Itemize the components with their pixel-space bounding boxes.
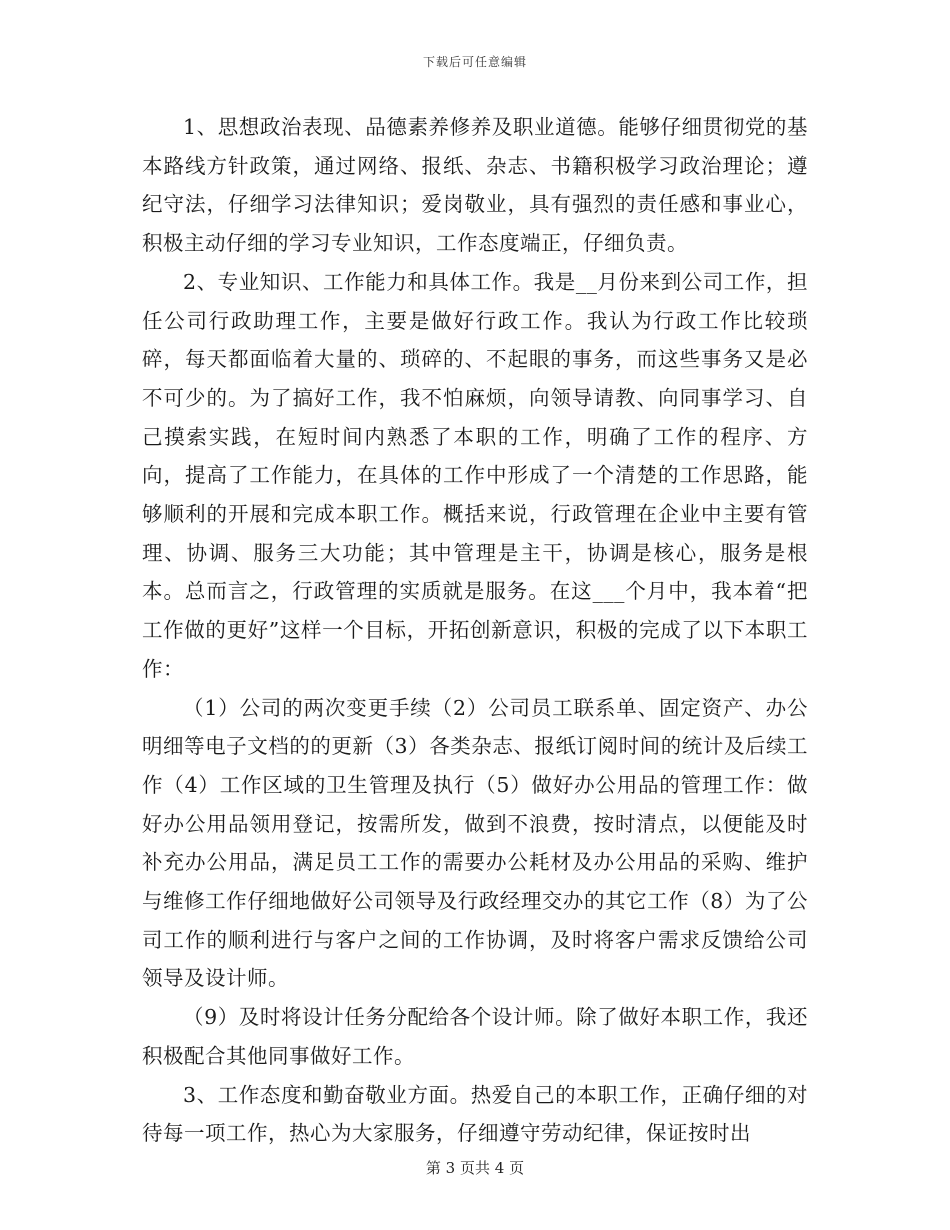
paragraph-task-list: （1）公司的两次变更手续（2）公司员工联系单、固定资产、办公明细等电子文档的的更新（3）各类杂志、报纸订阅时间的统计及后续工作（4）工作区域的卫生管理及执行（5）做好办公用品的管理工作：做好办公用品领用登记，按需所发，做到不浪费，按时清点，以便能及时补充办公用品，满足员工工作的需要办公耗材及办公用品的采购、维护与维修工作仔细地做好公司领导及行政经理交办的其它工作（8）为了公司工作的顺利进行与客户之间的工作协调，及时将客户需求反馈给公司领导及设计师。 (142, 695, 808, 991)
paragraph-conduct: 1、思想政治表现、品德素养修养及职业道德。能够仔细贯彻党的基本路线方针政策，通过网络、报纸、杂志、书籍积极学习政治理论；遵纪守法，仔细学习法律知识；爱岗敬业，具有强烈的责任感和事业心，积极主动仔细的学习专业知识，工作态度端正，仔细负责。 (142, 115, 808, 256)
paragraph-skills: 2、专业知识、工作能力和具体工作。我是__月份来到公司工作，担任公司行政助理工作，主要是做好行政工作。我认为行政工作比较琐碎，每天都面临着大量的、琐碎的、不起眼的事务，而这些事务又是必不可少的。为了搞好工作，我不怕麻烦，向领导请教、向同事学习、自己摸索实践，在短时间内熟悉了本职的工作，明确了工作的程序、方向，提高了工作能力，在具体的工作中形成了一个清楚的工作思路，能够顺利的开展和完成本职工作。概括来说，行政管理在企业中主要有管理、协调、服务三大功能；其中管理是主干，协调是核心，服务是根本。总而言之，行政管理的实质就是服务。在这___个月中，我本着“把工作做的更好”这样一个目标，开拓创新意识，积极的完成了以下本职工作： (142, 269, 808, 681)
paragraph-attitude: 3、工作态度和勤奋敬业方面。热爱自己的本职工作，正确仔细的对待每一项工作，热心为大家服务，仔细遵守劳动纪律，保证按时出 (142, 1082, 808, 1146)
paragraph-task-9: （9）及时将设计任务分配给各个设计师。除了做好本职工作，我还积极配合其他同事做好工作。 (142, 1005, 808, 1068)
document-body (142, 108, 808, 1153)
page-header: 下载后可任意编辑 (422, 55, 527, 69)
page-number: 第 3 页共 4 页 (425, 1159, 525, 1177)
